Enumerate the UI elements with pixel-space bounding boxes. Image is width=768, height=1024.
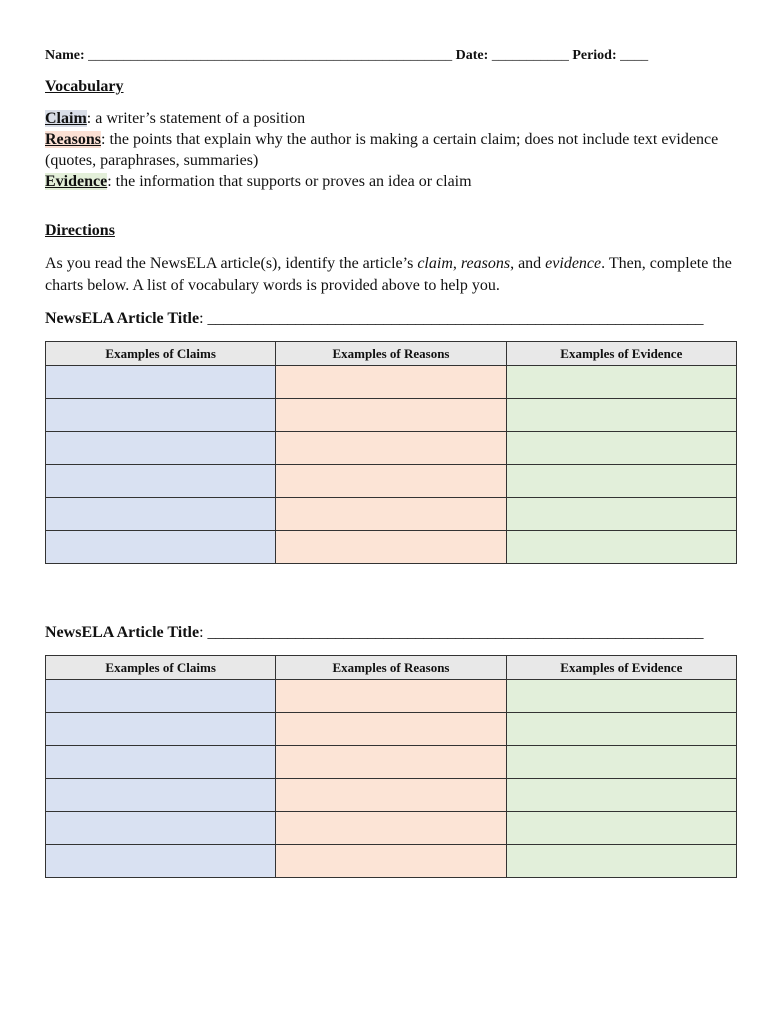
reasons-column-header: Examples of Reasons (276, 342, 506, 366)
claim-cell[interactable] (46, 713, 276, 746)
table-row (46, 680, 737, 713)
evidence-column-header: Examples of Evidence (506, 342, 736, 366)
student-info-line (45, 48, 725, 64)
directions-heading: Directions (45, 222, 115, 239)
claim-cell[interactable] (46, 812, 276, 845)
chart-header-row (46, 656, 737, 680)
article-1-chart (45, 341, 737, 564)
evidence-column-header: Examples of Evidence (506, 656, 736, 680)
vocab-evidence (45, 171, 735, 192)
evidence-cell[interactable] (506, 779, 736, 812)
evidence-cell[interactable] (506, 845, 736, 878)
period-label: Period: (572, 48, 617, 63)
evidence-cell[interactable] (506, 498, 736, 531)
claim-term: Claim (45, 110, 87, 127)
directions-claim-word: claim (417, 255, 453, 272)
reason-cell[interactable] (276, 713, 506, 746)
name-blank[interactable]: ____________________________________________________ (84, 48, 456, 63)
vocabulary-heading: Vocabulary (45, 78, 124, 95)
directions-evidence-word: evidence (545, 255, 602, 272)
directions-part-3: , and (510, 255, 546, 272)
directions-reasons-word: reasons (460, 255, 511, 272)
reason-cell[interactable] (276, 812, 506, 845)
reason-cell[interactable] (276, 531, 506, 564)
chart-header-row (46, 342, 737, 366)
table-row (46, 746, 737, 779)
article-2-title-label: NewsELA Article Title (45, 624, 200, 641)
evidence-definition: : the information that supports or proves an idea or claim (107, 173, 472, 190)
reason-cell[interactable] (276, 432, 506, 465)
claims-column-header: Examples of Claims (46, 656, 276, 680)
table-row (46, 812, 737, 845)
date-blank[interactable]: ___________ (488, 48, 573, 63)
claim-cell[interactable] (46, 498, 276, 531)
table-row (46, 432, 737, 465)
claim-cell[interactable] (46, 680, 276, 713)
article-2-title-blank[interactable]: : ______________________________________________________________ (199, 624, 704, 641)
reasons-definition: : the points that explain why the author is making a certain claim; does not include text evidence (quotes, paraphrases, summaries) (45, 131, 719, 169)
claim-cell[interactable] (46, 845, 276, 878)
evidence-cell[interactable] (506, 366, 736, 399)
directions-part-4: . Then, complete the charts below. A list of vocabulary words is provided above to help you. (45, 255, 732, 294)
evidence-cell[interactable] (506, 531, 736, 564)
evidence-cell[interactable] (506, 399, 736, 432)
evidence-cell[interactable] (506, 432, 736, 465)
article-1-title-blank[interactable]: : ______________________________________________________________ (199, 310, 704, 327)
directions-part-1: As you read the NewsELA article(s), identify the article’s (45, 255, 418, 272)
claim-cell[interactable] (46, 465, 276, 498)
reason-cell[interactable] (276, 746, 506, 779)
evidence-cell[interactable] (506, 680, 736, 713)
reason-cell[interactable] (276, 779, 506, 812)
reason-cell[interactable] (276, 680, 506, 713)
reason-cell[interactable] (276, 498, 506, 531)
claim-cell[interactable] (46, 399, 276, 432)
table-row (46, 713, 737, 746)
reason-cell[interactable] (276, 845, 506, 878)
claims-column-header: Examples of Claims (46, 342, 276, 366)
article-1-title-line (45, 310, 735, 328)
name-label: Name: (45, 48, 85, 63)
reason-cell[interactable] (276, 399, 506, 432)
evidence-cell[interactable] (506, 812, 736, 845)
reasons-term: Reasons (45, 131, 102, 148)
article-2-title-line (45, 624, 735, 642)
evidence-cell[interactable] (506, 465, 736, 498)
vocabulary-list (45, 108, 735, 192)
directions-part-2: , (452, 255, 461, 272)
evidence-cell[interactable] (506, 746, 736, 779)
vocab-reasons (45, 129, 735, 171)
evidence-term: Evidence (45, 173, 108, 190)
article-2-chart (45, 655, 737, 878)
table-row (46, 399, 737, 432)
table-row (46, 366, 737, 399)
directions-text (45, 253, 735, 297)
table-row (46, 779, 737, 812)
period-blank[interactable]: ____ (616, 48, 649, 63)
claim-cell[interactable] (46, 779, 276, 812)
reasons-column-header: Examples of Reasons (276, 656, 506, 680)
claim-cell[interactable] (46, 746, 276, 779)
claim-cell[interactable] (46, 531, 276, 564)
article-1-title-label: NewsELA Article Title (45, 310, 200, 327)
table-row (46, 845, 737, 878)
claim-definition: : a writer’s statement of a position (86, 110, 306, 127)
claim-cell[interactable] (46, 432, 276, 465)
table-row (46, 531, 737, 564)
vocab-claim (45, 108, 735, 129)
evidence-cell[interactable] (506, 713, 736, 746)
reason-cell[interactable] (276, 465, 506, 498)
table-row (46, 465, 737, 498)
date-label: Date: (455, 48, 489, 63)
claim-cell[interactable] (46, 366, 276, 399)
table-row (46, 498, 737, 531)
reason-cell[interactable] (276, 366, 506, 399)
